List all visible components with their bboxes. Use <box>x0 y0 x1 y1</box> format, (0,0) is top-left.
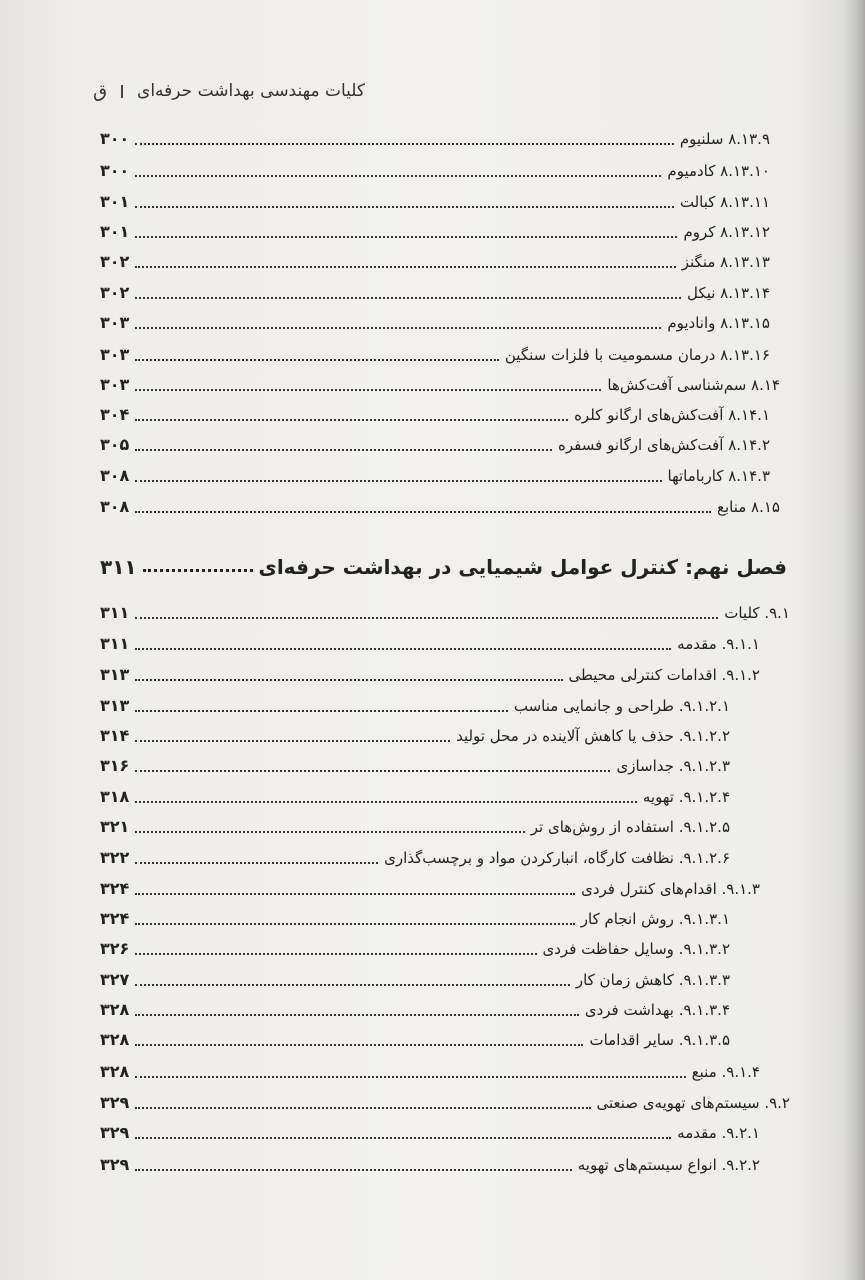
toc-entry-title: ۹.۱.۲.۴. تهویه <box>642 788 730 806</box>
toc-entry-title: ۸.۱۴.۱ آفت‌کش‌های ارگانو کلره <box>574 406 770 424</box>
toc-entry-title: ۹.۲. سیستم‌های تهویه‌ی صنعتی <box>596 1094 790 1112</box>
page-letter: ق <box>93 80 108 102</box>
toc-page-number: ۳۲۹ <box>100 1093 130 1112</box>
dot-leader <box>135 984 570 986</box>
toc-page-number: ۳۰۳ <box>100 313 130 332</box>
dot-leader <box>135 801 637 803</box>
dot-leader <box>135 710 508 712</box>
toc-entry-title: ۸.۱۵ منابع <box>716 498 780 516</box>
toc-entry <box>100 1086 790 1116</box>
dot-leader <box>135 266 675 268</box>
toc-entry-title: ۸.۱۳.۱۰ کادمیوم <box>667 162 770 180</box>
toc-entry-title: ۹.۱.۳. اقدام‌های کنترل فردی <box>581 880 760 898</box>
toc-entry <box>100 810 730 840</box>
dot-leader <box>135 648 671 650</box>
toc-entry-title: ۹.۱.۲.۳. جداسازی <box>616 757 730 775</box>
toc-entry-title: ۸.۱۳.۱۴ نیکل <box>687 284 770 302</box>
dot-leader <box>135 1107 590 1109</box>
toc-entry <box>100 932 730 962</box>
toc-page-number: ۳۱۴ <box>100 726 130 745</box>
toc-page-number: ۳۰۴ <box>100 405 130 424</box>
toc-entry <box>100 490 780 520</box>
square-separator-icon <box>121 85 123 98</box>
dot-leader <box>135 740 450 742</box>
dot-leader <box>135 511 711 513</box>
toc-entry <box>100 596 790 626</box>
toc-page-number: ۳۱۱ <box>100 634 130 653</box>
dot-leader <box>135 679 562 681</box>
toc-page-number: ۳۰۳ <box>100 345 130 364</box>
dot-leader <box>135 893 575 895</box>
toc-page-number: ۳۱۱ <box>100 555 137 579</box>
toc-entry <box>100 872 760 902</box>
toc-page-number: ۳۲۷ <box>100 970 130 989</box>
toc-page-number: ۳۲۹ <box>100 1123 130 1142</box>
toc-entry-title: ۹.۱.۳.۳. کاهش زمان کار <box>575 971 730 989</box>
dot-leader <box>135 359 499 361</box>
toc-entry-title: ۹.۱.۱. مقدمه <box>677 635 760 653</box>
dot-leader <box>135 1044 583 1046</box>
toc-page-number: ۳۲۲ <box>100 848 130 867</box>
toc-entry <box>100 428 770 458</box>
dot-leader <box>135 1076 685 1078</box>
toc-entry-title: ۸.۱۳.۱۵ واناديوم <box>667 314 770 332</box>
dot-leader <box>135 297 681 299</box>
toc-page-number: ۳۲۹ <box>100 1155 130 1174</box>
toc-entry <box>100 658 760 688</box>
toc-entry <box>100 749 730 779</box>
toc-entry-title: ۹.۱.۲.۵. استفاده از روش‌های تر <box>530 818 730 836</box>
toc-entry <box>100 276 770 306</box>
toc-page-number: ۳۲۸ <box>100 1030 130 1049</box>
toc-page-number: ۳۱۸ <box>100 787 130 806</box>
dot-leader <box>135 770 610 772</box>
dot-leader <box>135 327 661 329</box>
toc-entry <box>100 215 770 245</box>
toc-entry-title: ۹.۱.۳.۴. بهداشت فردی <box>584 1001 730 1019</box>
toc-entry-title: ۸.۱۳.۱۳ منگنز <box>681 253 770 271</box>
toc-entry <box>100 1148 760 1178</box>
toc-entry-title: ۹.۱.۳.۱. روش انجام کار <box>580 910 730 928</box>
toc-entry-title: ۸.۱۴.۳ کارباماتها <box>667 467 770 485</box>
toc-entry <box>100 719 730 749</box>
toc-entry <box>100 627 760 657</box>
dot-leader <box>143 569 253 572</box>
toc-page-number: ۳۲۶ <box>100 939 130 958</box>
toc-page-number: ۳۰۵ <box>100 435 130 454</box>
toc-entry <box>100 398 770 428</box>
page-binding-shadow <box>843 0 865 1280</box>
toc-entry <box>100 902 730 932</box>
toc-entry <box>100 1116 760 1146</box>
toc-entry-title: ۹.۱.۲.۶. نظافت کارگاه، انبارکردن مواد و برچسب‌گذاری <box>384 849 730 867</box>
toc-entry <box>100 993 730 1023</box>
toc-entry-title: ۸.۱۴ سم‌شناسی آفت‌کش‌ها <box>607 376 780 394</box>
toc-entry <box>100 780 730 810</box>
toc-entry <box>100 841 730 871</box>
dot-leader <box>135 831 524 833</box>
toc-page-number: ۳۱۳ <box>100 665 130 684</box>
toc-entry <box>100 122 770 152</box>
dot-leader <box>135 953 536 955</box>
toc-entry-title: ۹.۲.۱. مقدمه <box>677 1124 760 1142</box>
toc-entry <box>100 1023 730 1053</box>
dot-leader <box>135 419 568 421</box>
toc-page-number: ۳۰۸ <box>100 466 130 485</box>
dot-leader <box>135 862 378 864</box>
toc-entry-title: ۹.۲.۲. انواع سیستم‌های تهویه <box>577 1156 760 1174</box>
toc-page-number: ۳۱۳ <box>100 696 130 715</box>
book-title: کلیات مهندسی بهداشت حرفه‌ای <box>137 81 365 101</box>
dot-leader <box>135 236 677 238</box>
running-header <box>93 74 365 108</box>
toc-entry <box>100 689 730 719</box>
toc-entry-title: ۸.۱۳.۹ سلنیوم <box>679 130 770 148</box>
toc-page-number: ۳۲۴ <box>100 909 130 928</box>
toc-page-number: ۳۰۳ <box>100 375 130 394</box>
dot-leader <box>135 480 661 482</box>
toc-entry-title: ۹.۱.۲.۱. طراحی و جانمایی مناسب <box>513 697 730 715</box>
toc-page-number: ۳۰۱ <box>100 222 130 241</box>
toc-entry-title: ۹.۱.۲.۲. حذف یا کاهش آلاینده در محل تولید <box>456 727 730 745</box>
dot-leader <box>135 1169 571 1171</box>
toc-entry-title: فصل نهم: کنترل عوامل شیمیایی در بهداشت حرفه‌ای <box>258 555 787 579</box>
toc-entry <box>100 338 770 368</box>
toc-page-number: ۳۲۸ <box>100 1062 130 1081</box>
toc-entry-title: ۹.۱.۳.۵. سایر اقدامات <box>589 1031 730 1049</box>
toc-entry <box>100 185 770 215</box>
dot-leader <box>135 1014 579 1016</box>
dot-leader <box>135 1137 671 1139</box>
toc-entry <box>100 368 780 398</box>
toc-entry-title: ۸.۱۳.۱۱ کبالت <box>679 193 770 211</box>
toc-entry <box>100 1055 760 1085</box>
toc-page-number: ۳۰۰ <box>100 129 130 148</box>
toc-entry <box>100 459 770 489</box>
toc-page-number: ۳۲۴ <box>100 879 130 898</box>
toc-entry-title: ۹.۱.۳.۲. وسایل حفاظت فردی <box>542 940 730 958</box>
dot-leader <box>135 143 674 145</box>
toc-page-number: ۳۱۱ <box>100 603 130 622</box>
toc-entry <box>100 306 770 336</box>
dot-leader <box>135 175 661 177</box>
toc-page-number: ۳۰۲ <box>100 283 130 302</box>
toc-page-number: ۳۲۱ <box>100 817 130 836</box>
toc-entry <box>100 245 770 275</box>
toc-page-number: ۳۰۰ <box>100 161 130 180</box>
toc-entry-title: ۸.۱۳.۱۲ کروم <box>683 223 770 241</box>
toc-entry <box>100 154 770 184</box>
toc-page-number: ۳۰۸ <box>100 497 130 516</box>
toc-entry-title: ۸.۱۴.۲ آفت‌کش‌های ارگانو فسفره <box>558 436 770 454</box>
dot-leader <box>135 923 574 925</box>
toc-page-number: ۳۰۲ <box>100 252 130 271</box>
toc-entry-title: ۹.۱.۲. اقدامات کنترلی محیطی <box>568 666 760 684</box>
toc-entry-title: ۹.۱.۴. منبع <box>691 1063 760 1081</box>
toc-entry-title: ۹.۱. کلیات <box>724 604 790 622</box>
toc-page-number: ۳۱۶ <box>100 756 130 775</box>
dot-leader <box>135 617 718 619</box>
dot-leader <box>135 206 674 208</box>
chapter-heading <box>100 550 787 580</box>
toc-page-number: ۳۲۸ <box>100 1000 130 1019</box>
toc-entry-title: ۸.۱۳.۱۶ درمان مسمومیت با فلزات سنگین <box>504 346 770 364</box>
dot-leader <box>135 449 552 451</box>
dot-leader <box>135 389 601 391</box>
toc-page-number: ۳۰۱ <box>100 192 130 211</box>
toc-entry <box>100 963 730 993</box>
